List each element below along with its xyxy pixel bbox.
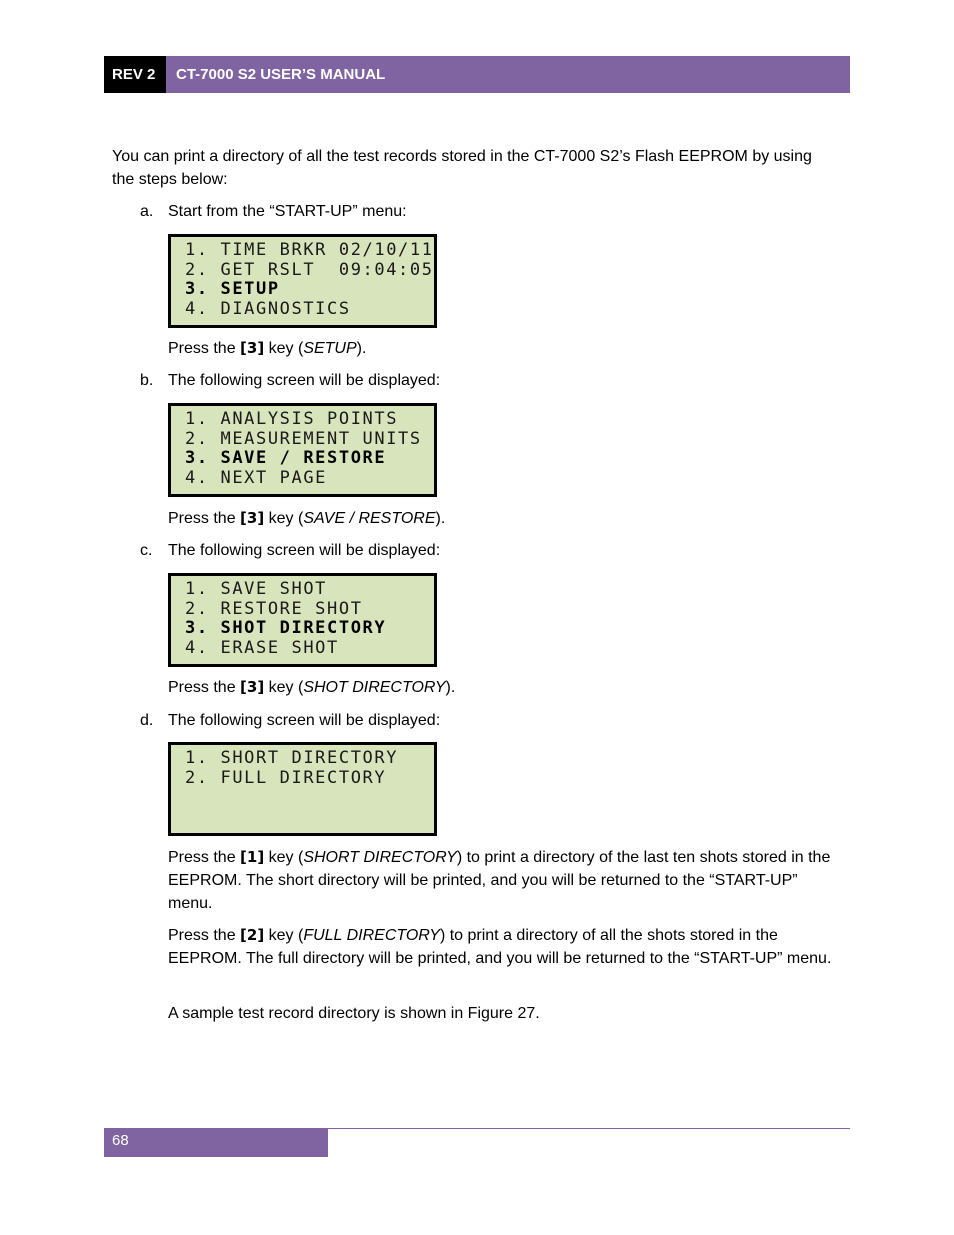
page-number: 68 (104, 1129, 328, 1157)
text: key ( (264, 927, 304, 944)
text: key ( (264, 849, 304, 866)
text: key ( (264, 340, 304, 357)
lcd-line: 2. GET RSLT 09:04:05 (185, 259, 434, 280)
lcd-line: 1. SHORT DIRECTORY (185, 748, 399, 768)
step-letter: c. (140, 542, 153, 559)
text: key ( (264, 510, 304, 527)
lcd-line (185, 788, 434, 808)
menu-option: SHORT DIRECTORY (303, 849, 457, 866)
text: Press the (168, 927, 241, 944)
lcd-line: 4. NEXT PAGE (185, 467, 328, 488)
lcd-line: 1. ANALYSIS POINTS (185, 409, 399, 429)
step-text: Start from the “START-UP” menu: (168, 203, 407, 220)
step-letter: a. (140, 203, 154, 220)
step-text: The following screen will be displayed: (168, 372, 441, 389)
menu-option: SHOT DIRECTORY (303, 679, 446, 696)
lcd-screen-save-restore (168, 573, 437, 667)
text: ). (445, 679, 456, 696)
text: ). (356, 340, 367, 357)
lcd-line: 1. SAVE SHOT (185, 579, 328, 599)
key-label: [2] (240, 926, 265, 944)
intro-paragraph: You can print a directory of all the test records stored in the CT-7000 S2’s Flash EEPROM by using the steps below: (112, 148, 812, 188)
press-instruction (168, 507, 838, 530)
menu-option: FULL DIRECTORY (303, 927, 440, 944)
menu-option: SAVE / RESTORE (303, 510, 436, 527)
press-instruction-full (168, 924, 838, 970)
text: Press the (168, 679, 241, 696)
text: Press the (168, 849, 241, 866)
step-c (140, 539, 440, 562)
text: ) to print a directory of all the shots stored in the EEPROM. The full directory will be printed, and you will be returned to the “START-UP” menu. (168, 927, 832, 967)
lcd-line: 2. MEASUREMENT UNITS (185, 428, 422, 449)
press-instruction-short (168, 846, 838, 915)
lcd-line: 1. TIME BRKR 02/10/11 (185, 240, 434, 260)
step-a (140, 200, 407, 223)
lcd-screen-setup (168, 403, 437, 497)
lcd-line (185, 808, 434, 828)
text: Press the (168, 510, 241, 527)
lcd-line-selected: 3. SAVE / RESTORE (185, 448, 387, 468)
lcd-line-selected: 3. SHOT DIRECTORY (185, 618, 387, 638)
key-label: [1] (240, 848, 265, 866)
lcd-line: 2. FULL DIRECTORY (185, 767, 387, 788)
step-letter: b. (140, 372, 154, 389)
key-label: [3] (240, 509, 265, 527)
closing-note: A sample test record directory is shown in Figure 27. (168, 1005, 540, 1022)
step-b (140, 369, 440, 392)
key-label: [3] (240, 678, 265, 696)
lcd-line-selected: 3. SETUP (185, 279, 280, 299)
text: key ( (264, 679, 304, 696)
lcd-line: 4. DIAGNOSTICS (185, 298, 351, 319)
lcd-line: 4. ERASE SHOT (185, 637, 339, 658)
key-label: [3] (240, 339, 265, 357)
step-text: The following screen will be displayed: (168, 712, 441, 729)
step-d (140, 709, 440, 732)
lcd-screen-shot-directory (168, 742, 437, 836)
menu-option: SETUP (303, 340, 357, 357)
text: ) to print a directory of the last ten shots stored in the EEPROM. The short directory will be printed, and you will be returned to the “START-UP” menu. (168, 849, 831, 912)
revision-label: REV 2 (104, 56, 166, 93)
step-letter: d. (140, 712, 154, 729)
page-header (104, 56, 850, 93)
press-instruction (168, 337, 838, 360)
manual-title: CT-7000 S2 USER’S MANUAL (166, 56, 850, 93)
lcd-screen-startup (168, 234, 437, 328)
lcd-line: 2. RESTORE SHOT (185, 598, 363, 619)
text: Press the (168, 340, 241, 357)
text: ). (435, 510, 446, 527)
press-instruction (168, 676, 838, 699)
step-text: The following screen will be displayed: (168, 542, 441, 559)
